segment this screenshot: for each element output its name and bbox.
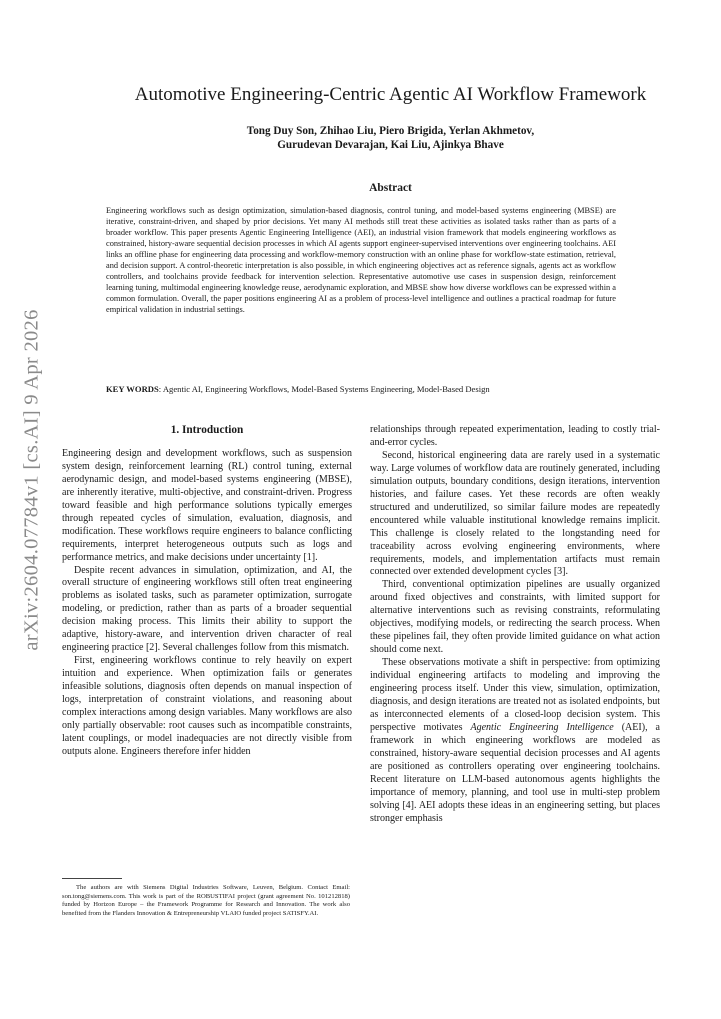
keywords-line — [106, 384, 666, 394]
left-column — [62, 424, 352, 759]
intro-paragraph-6: Third, conventional optimization pipelines are usually organized around fixed objectives and constraints, with limited support for alternative interventions such as revising constraints, reformulating objectives, modifying models, or redirecting the search process. When these pipelines fail, they often provide limited guidance on what action should come next. — [370, 579, 660, 656]
keywords-label: KEY WORDS — [106, 384, 159, 394]
footnote-rule — [62, 878, 122, 879]
arxiv-sidebar — [4, 300, 60, 660]
author-list — [60, 124, 721, 152]
intro-paragraph-4: relationships through repeated experimentation, leading to costly trial-and-error cycles. — [370, 424, 660, 448]
intro-paragraph-7-start: These observations motivate a shift in perspective: from optimizing individual engineering artifacts to modeling and improving the engineering process itself. Under this view, simulation, optimization, diagnosis, and design iterations are treated not as isolated endpoints, but as interconnected elements of a closed-loop decision system. This perspective motivates — [370, 657, 660, 733]
affiliation-footnote: The authors are with Siemens Digital Industries Software, Leuven, Belgium. Contact Email: son.tong@siemens.com. This work is part of the ROBUSTIFAI project (grant agreement No. 101212818) funded by Horizon Europe – the Framework Programme for Research and Innovation. The work also benefited from the Flanders Innovation & Entrepreneurship VLAIO funded project SATISFY.AI. — [62, 884, 350, 917]
keywords-text: : Agentic AI, Engineering Workflows, Model-Based Systems Engineering, Model-Based Design — [158, 384, 490, 394]
intro-paragraph-7 — [370, 657, 660, 825]
section-heading-introduction: 1. Introduction — [170, 424, 244, 436]
intro-paragraph-3: First, engineering workflows continue to rely heavily on expert intuition and experience. When optimization fails or generates infeasible solutions, diagnosis often depends on manual inspection of logs, interpretation of constraint violations, and reasoning about complex interactions among design variables. Many workflows are also only partially observable: root causes such as incompatible constraints, latent couplings, or model inadequacies are not directly visible from outputs alone. Engineers therefore infer hidden — [62, 655, 352, 757]
intro-paragraph-7-end: (AEI), a framework in which engineering workflows are modeled as constrained, history-aware sequential decision processes and AI agents are positioned as controllers operating over engineering toolchains. Recent literature on LLM-based autonomous agents highlights the importance of memory, planning, and tool use in multi-step problem solving [4]. AEI adopts these ideas in an engineering setting, but places stronger emphasis — [370, 721, 660, 824]
author-line-2: Gurudevan Devarajan, Kai Liu, Ajinkya Bhave — [277, 139, 504, 151]
arxiv-identifier: arXiv:2604.07784v1 [cs.AI] 9 Apr 2026 — [20, 309, 43, 651]
abstract-text: Engineering workflows such as design optimization, simulation-based diagnosis, control tuning, and model-based systems engineering (MBSE) are iterative, constraint-driven, and shaped by prior decisions. Yet many AI methods still treat these activities as isolated tasks rather than as parts of a broader workflow. This paper presents Agentic Engineering Intelligence (AEI), an industrial vision framework that models engineering workflows as constrained, history-aware sequential decision processes in which AI agents support engineer-supervised interventions over engineering toolchains. AEI links an offline phase for engineering data processing and workflow-memory construction with an online phase for workflow-state estimation, retrieval, and decision support. A control-theoretic interpretation is also possible, in which engineering objectives act as reference signals, agents act as workflow controllers, and toolchains provide feedback for intervention selection. Representative automotive use cases in suspension design, reinforcement learning tuning, multimodal engineering knowledge reuse, aerodynamic exploration, and MBSE show how diverse workflows can be expressed within a common formulation. Overall, the paper positions engineering AI as a problem of process-level intelligence and outlines a practical roadmap for future empirical validation in industrial settings. — [106, 206, 616, 315]
paper-title: Automotive Engineering-Centric Agentic AI Workflow Framework — [134, 84, 647, 105]
abstract-heading: Abstract — [369, 182, 412, 194]
right-column — [370, 424, 660, 826]
aei-term: Agentic Engineering Intelligence — [470, 721, 614, 733]
intro-paragraph-2: Despite recent advances in simulation, optimization, and AI, the overall structure of engineering workflows still often treat engineering problems as isolated tasks, such as parameter optimization, surrogate modeling, or prediction, rather than as parts of a broader sequential decision making process. This limits their ability to support the adaptive, history-aware, and intervention driven character of real engineering practice [2]. Several challenges follow from this mismatch. — [62, 564, 352, 654]
intro-paragraph-1: Engineering design and development workflows, such as suspension system design, reinforcement learning (RL) control tuning, external aerodynamic design, and model-based systems engineering (MBSE), are inherently iterative, multi-objective, and constraint-driven. Progress toward feasible and high performance solutions typically emerges through repeated cycles of simulation, evaluation, diagnosis, and modification. These workflows require engineers to balance conflicting requirements, interpret heterogeneous outputs such as logs and performance metrics, and make decisions under uncertainty [1]. — [62, 447, 352, 563]
author-line-1: Tong Duy Son, Zhihao Liu, Piero Brigida, Yerlan Akhmetov, — [246, 125, 535, 137]
intro-paragraph-5: Second, historical engineering data are rarely used in a systematic way. Large volumes of workflow data are routinely generated, including simulation outputs, boundary conditions, design iterations, intervention histories, and failure cases. Yet these records are often weakly structured and underutilized, so similar failure modes are repeatedly encountered while valuable institutional knowledge remains implicit. This challenge is closely related to the longstanding need for traceability across evolving engineering environments, where requirements, models, and implementation artifacts must remain connected over extended development cycles [3]. — [370, 449, 660, 578]
